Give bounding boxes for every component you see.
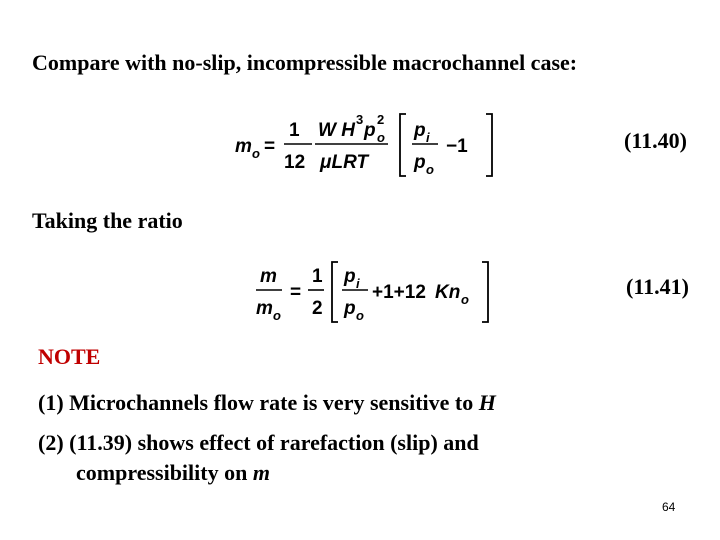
- svg-text:Kn: Kn: [435, 282, 461, 303]
- svg-text:2: 2: [377, 112, 385, 127]
- svg-text:p: p: [344, 298, 356, 319]
- svg-text:o: o: [377, 130, 385, 145]
- svg-text:o: o: [252, 146, 260, 161]
- note-item-1-text: (1) Microchannels flow rate is very sensitive to: [38, 390, 479, 415]
- note-title: NOTE: [38, 344, 101, 369]
- svg-text:3: 3: [356, 112, 364, 127]
- svg-text:p: p: [414, 152, 426, 173]
- svg-text:=: =: [264, 136, 276, 157]
- equation-number-11-41: (11.41): [626, 274, 689, 299]
- svg-text:m: m: [256, 298, 273, 319]
- svg-text:+1+12: +1+12: [372, 282, 426, 303]
- note-item-1-variable: H: [478, 390, 496, 415]
- svg-text:p: p: [364, 120, 376, 141]
- note-item-2-line-1: (2) (11.39) shows effect of rarefaction (slip) and: [38, 430, 479, 455]
- svg-text:p: p: [414, 120, 426, 141]
- note-item-2-line-2: [76, 460, 270, 486]
- svg-text:=: =: [290, 282, 302, 303]
- svg-text:o: o: [273, 308, 281, 323]
- svg-text:W H: W H: [318, 120, 355, 141]
- equation-11-41: [254, 256, 499, 328]
- svg-text:1: 1: [312, 266, 323, 287]
- svg-text:i: i: [356, 276, 360, 291]
- equation-11-40: [232, 108, 502, 180]
- svg-text:m: m: [235, 136, 252, 157]
- svg-text:−1: −1: [446, 136, 468, 157]
- svg-text:2: 2: [312, 298, 323, 319]
- note-item-2-text: compressibility on: [76, 460, 253, 485]
- page-number: 64: [662, 500, 676, 514]
- svg-text:i: i: [426, 130, 430, 145]
- svg-text:μLRT: μLRT: [320, 152, 369, 173]
- ratio-heading: Taking the ratio: [32, 208, 183, 233]
- svg-text:12: 12: [284, 152, 306, 173]
- svg-text:m: m: [260, 266, 277, 287]
- note-item-2-variable: m: [252, 460, 270, 485]
- svg-text:p: p: [344, 266, 356, 287]
- svg-text:o: o: [461, 292, 469, 307]
- slide-heading: Compare with no-slip, incompressible macrochannel case:: [32, 50, 578, 75]
- svg-text:o: o: [426, 162, 434, 177]
- equation-number-11-40: (11.40): [624, 128, 687, 153]
- svg-text:1: 1: [289, 120, 300, 141]
- note-item-1: [38, 390, 496, 416]
- svg-text:o: o: [356, 308, 364, 323]
